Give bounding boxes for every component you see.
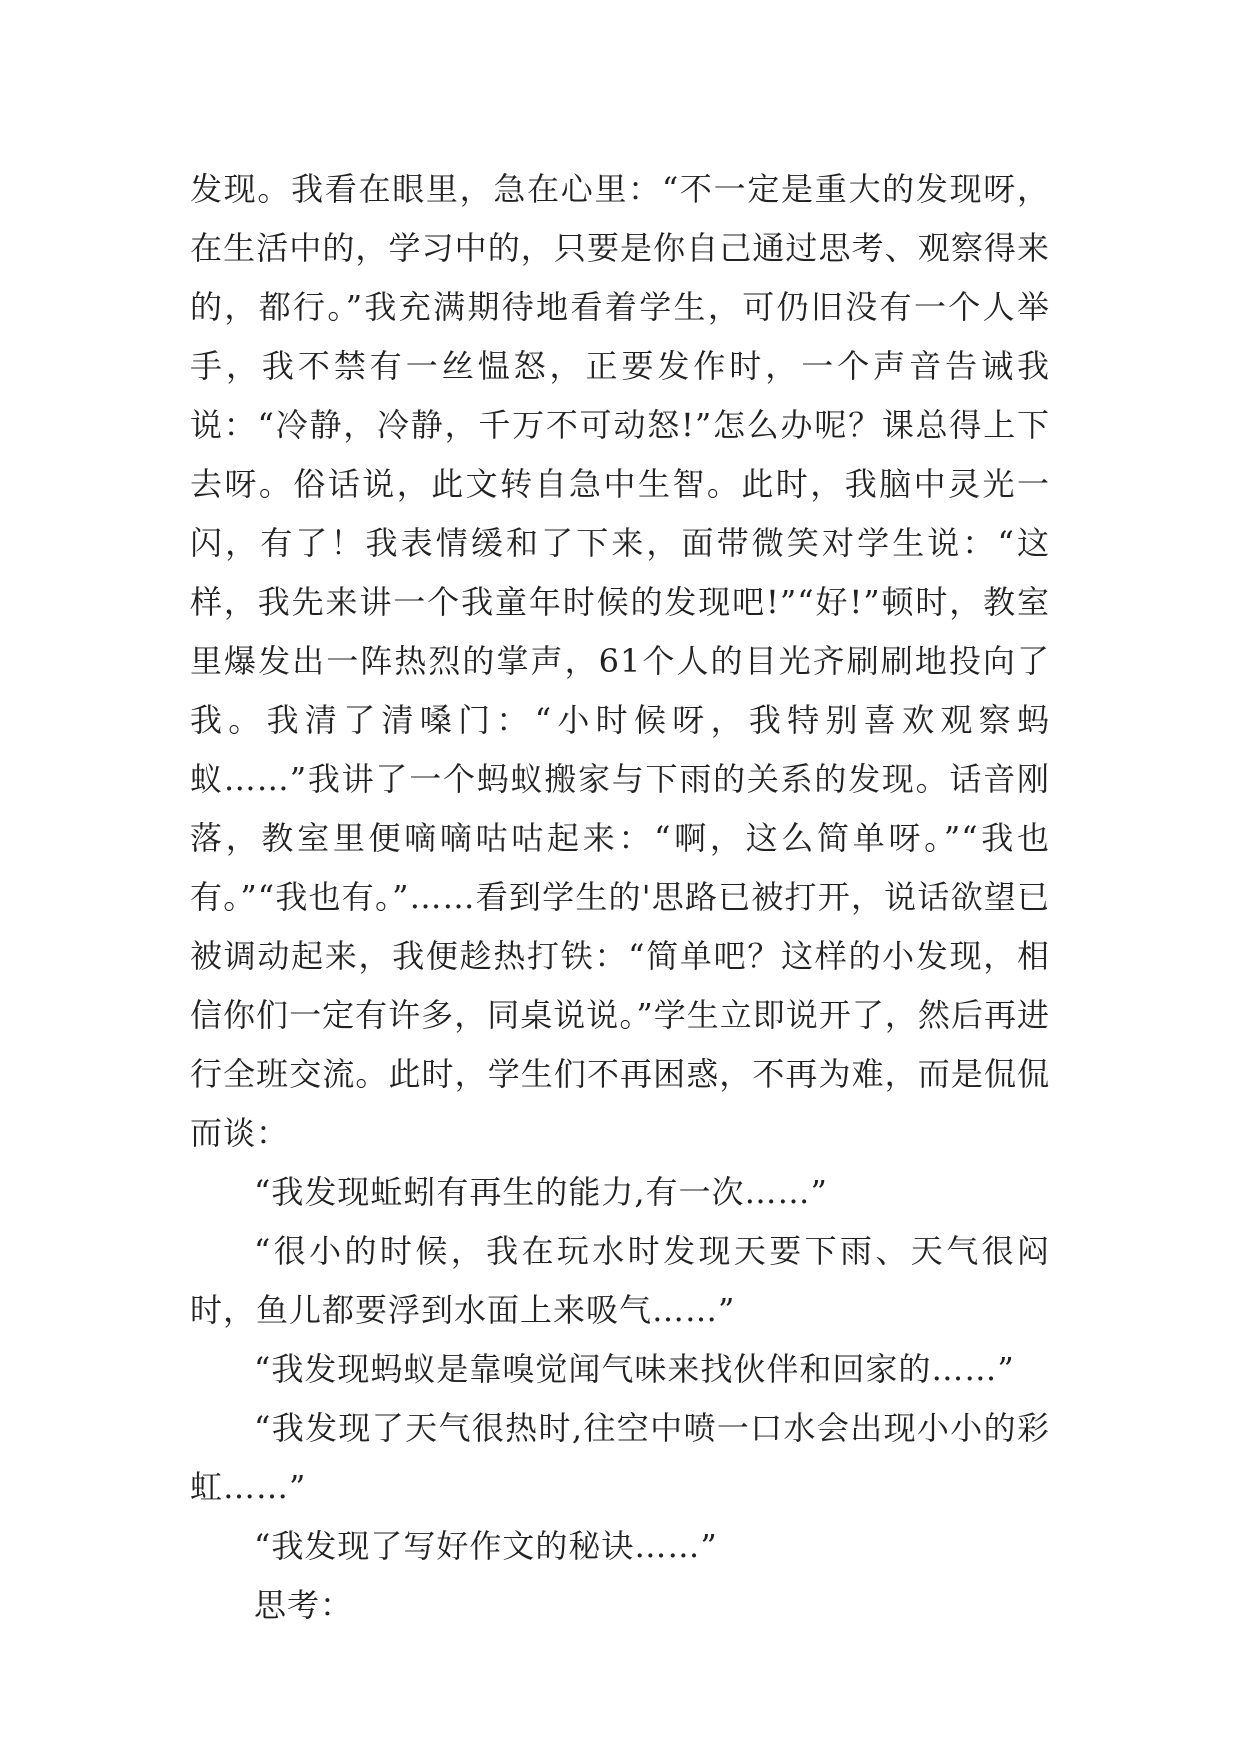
paragraph-narrative: 发现。我看在眼里，急在心里：“不一定是重大的发现呀，在生活中的，学习中的，只要是你自己通过思考、观察得来的，都行。”我充满期待地看着学生，可仍旧没有一个人举手，我不禁有一丝愠怒，正要发作时，一个声音告诫我说：“冷静，冷静，千万不可动怒!”怎么办呢？课总得上下去呀。俗话说，此文转自急中生智。此时，我脑中灵光一闪，有了！我表情缓和了下来，面带微笑对学生说：“这样，我先来讲一个我童年时候的发现吧!”“好!”顿时，教室里爆发出一阵热烈的掌声，61个人的目光齐刷刷地投向了我。我清了清嗓门：“小时候呀，我特别喜欢观察蚂蚁……”我讲了一个蚂蚁搬家与下雨的关系的发现。话音刚落，教室里便嘀嘀咕咕起来：“啊，这么简单呀。”“我也有。”“我也有。”……看到学生的'思路已被打开，说话欲望已被调动起来，我便趁热打铁：“简单吧？这样的小发现，相信你们一定有许多，同桌说说。”学生立即说开了，然后再进行全班交流。此时，学生们不再困惑，不再为难，而是侃侃而谈： — [190, 170, 1050, 1152]
paragraph-quote-fish: “很小的时候，我在玩水时发现天要下雨、天气很闷时，鱼儿都要浮到水面上来吸气……” — [190, 1232, 1050, 1329]
paragraph-quote-earthworm: “我发现蚯蚓有再生的能力,有一次……” — [254, 1173, 828, 1211]
paragraph-reflection-heading: 思考： — [254, 1586, 354, 1624]
body-text — [190, 160, 1050, 1635]
paragraph-quote-ants: “我发现蚂蚁是靠嗅觉闻气味来找伙伴和回家的……” — [254, 1350, 1015, 1388]
paragraph-quote-writing: “我发现了写好作文的秘诀……” — [254, 1527, 718, 1565]
paragraph-quote-rainbow: “我发现了天气很热时,往空中喷一口水会出现小小的彩虹……” — [190, 1409, 1050, 1506]
